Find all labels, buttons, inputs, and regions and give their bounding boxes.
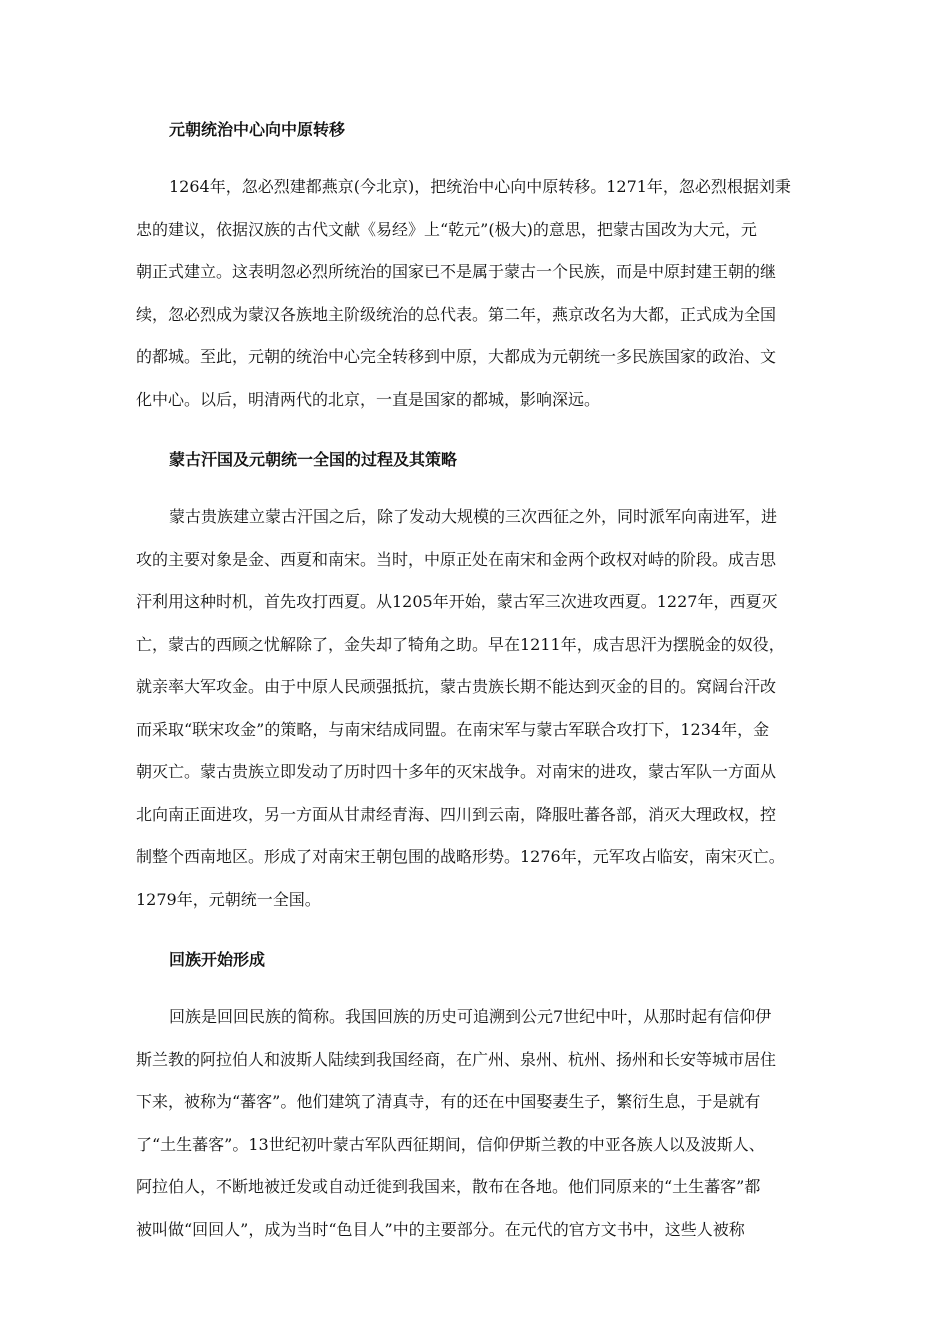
text-line: 亡，蒙古的西顾之忧解除了，金失却了犄角之助。早在1211年，成吉思汗为摆脱金的奴役，	[136, 634, 785, 654]
text-line: 下来，被称为“蕃客”。他们建筑了清真寺，有的还在中国娶妻生子，繁衍生息，于是就有	[136, 1092, 761, 1111]
text-line: 被叫做“回回人”，成为当时“色目人”中的主要部分。在元代的官方文书中，这些人被称	[136, 1219, 745, 1239]
section-heading-unification: 蒙古汗国及元朝统一全国的过程及其策略	[169, 450, 458, 469]
text-line: 朝正式建立。这表明忽必烈所统治的国家已不是属于蒙古一个民族，而是中原封建王朝的继	[136, 262, 777, 281]
text-line: 了“土生蕃客”。13世纪初叶蒙古军队西征期间，信仰伊斯兰教的中亚各族人以及波斯人、	[136, 1134, 765, 1154]
text-line: 的都城。至此，元朝的统治中心完全转移到中原，大都成为元朝统一多民族国家的政治、文	[136, 347, 777, 366]
text-line: 而采取“联宋攻金”的策略，与南宋结成同盟。在南宋军与蒙古军联合攻打下，1234年，金	[136, 719, 770, 739]
text-line: 汗利用这种时机，首先攻打西夏。从1205年开始，蒙古军三次进攻西夏。1227年，西夏灭	[136, 592, 778, 611]
text-line: 1279年，元朝统一全国。	[136, 889, 321, 909]
text-line: 斯兰教的阿拉伯人和波斯人陆续到我国经商，在广州、泉州、杭州、扬州和长安等城市居住	[136, 1049, 777, 1069]
paragraph-yuan-capital	[136, 166, 826, 421]
section-heading-hui-people: 回族开始形成	[169, 950, 266, 969]
text-line: 化中心。以后，明清两代的北京，一直是国家的都城，影响深远。	[136, 389, 601, 409]
text-line: 制整个西南地区。形成了对南宋王朝包围的战略形势。1276年，元军攻占临安，南宋灭亡。	[136, 847, 785, 866]
text-line: 攻的主要对象是金、西夏和南宋。当时，中原正处在南宋和金两个政权对峙的阶段。成吉思	[136, 549, 777, 569]
text-line: 北向南正面进攻，另一方面从甘肃经青海、四川到云南，降服吐蕃各部，消灭大理政权，控	[136, 804, 777, 824]
text-line: 1264年，忽必烈建都燕京(今北京)，把统治中心向中原转移。1271年，忽必烈根据刘秉	[169, 177, 791, 196]
text-line: 朝灭亡。蒙古贵族立即发动了历时四十多年的灭宋战争。对南宋的进攻，蒙古军队一方面从	[136, 762, 777, 781]
paragraph-unification	[136, 496, 826, 921]
text-line: 蒙古贵族建立蒙古汗国之后，除了发动大规模的三次西征之外，同时派军向南进军，进	[169, 507, 778, 526]
text-line: 回族是回回民族的简称。我国回族的历史可追溯到公元7世纪中叶，从那时起有信仰伊	[169, 1007, 772, 1026]
text-line: 阿拉伯人，不断地被迁发或自动迁徙到我国来，散布在各地。他们同原来的“土生蕃客”都	[136, 1177, 761, 1196]
text-line: 就亲率大军攻金。由于中原人民顽强抵抗，蒙古贵族长期不能达到灭金的目的。窝阔台汗改	[136, 677, 777, 696]
document-body	[136, 118, 826, 1278]
section-heading-yuan-capital: 元朝统治中心向中原转移	[169, 120, 346, 139]
text-line: 忠的建议，依据汉族的古代文献《易经》上“乾元”(极大)的意思，把蒙古国改为大元，元	[136, 219, 757, 239]
text-line: 续，忽必烈成为蒙汉各族地主阶级统治的总代表。第二年，燕京改名为大都，正式成为全国	[136, 304, 777, 324]
paragraph-hui-people	[136, 996, 826, 1251]
